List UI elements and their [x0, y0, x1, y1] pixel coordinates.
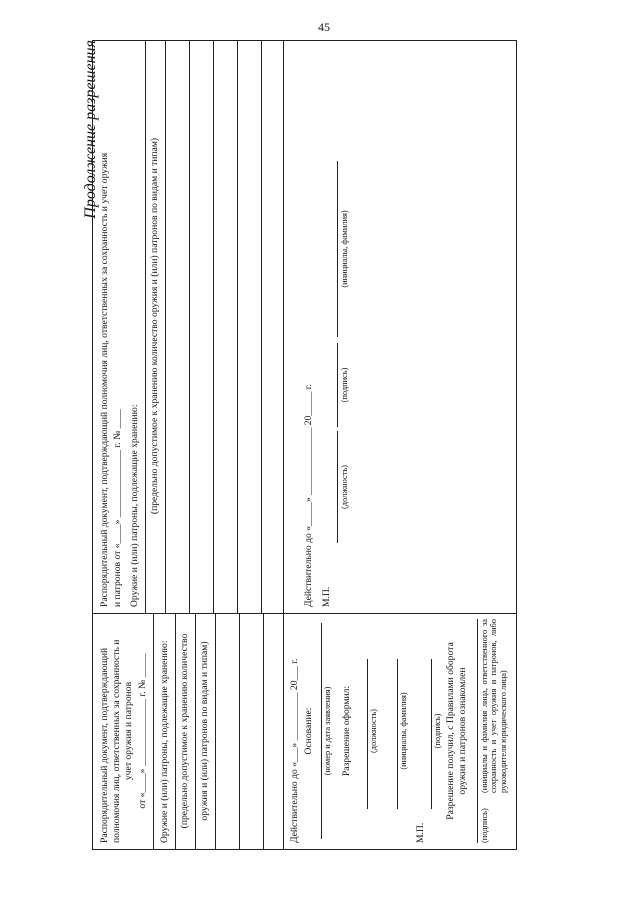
stub-received-line2: оружия и патронов ознакомлен: [457, 667, 468, 795]
stub-limit-line2: оружия и (или) патронов по видам и типам): [199, 641, 210, 821]
stub-initials-caption: (инициалы, фамилия): [399, 692, 408, 770]
main-blank-line: [213, 41, 214, 613]
rotated-form: [82, 40, 517, 850]
stub-signature-caption-left: (подпись): [480, 808, 489, 843]
stub-doc-line1: Распорядительный документ, подтверждающий: [99, 647, 110, 843]
stub-issued-by: Разрешение оформил:: [341, 685, 352, 777]
stub-initials-line: [397, 659, 398, 809]
main-blank-line: [237, 41, 238, 613]
stub-divider: [215, 613, 216, 849]
main-blank-line: [165, 41, 166, 613]
stub-blank-line: [239, 613, 240, 849]
stub-blank-line: [283, 613, 284, 849]
main-divider: [145, 41, 146, 613]
stub-app-number-caption: (номер и дата заявления): [323, 686, 332, 776]
main-position-caption: (должность): [340, 465, 349, 509]
stub-divider: [175, 613, 176, 849]
stub-divider: [153, 613, 154, 849]
main-signature-caption: (подпись): [340, 367, 349, 403]
stub-position-caption: (должность): [369, 709, 378, 753]
main-blank-line: [261, 41, 262, 613]
main-weapons-label: Оружие и (или) патроны, подлежащие хранению:: [129, 404, 140, 607]
stub-section: [93, 613, 516, 849]
stub-doc-line3: учет оружия и патронов: [123, 681, 134, 781]
stub-received-signature-line: [477, 619, 478, 843]
stub-doc-line2: полномочия лиц, ответственных за сохранность и: [111, 639, 122, 843]
stub-received-line1: Разрешение получил, с Правилами оборота: [445, 642, 456, 820]
stub-signature-caption: (подпись): [433, 713, 442, 749]
main-blank-line: [283, 41, 284, 613]
permit-form-frame: [92, 40, 517, 850]
main-signature-line: [337, 343, 338, 427]
main-initials-line: [337, 161, 338, 337]
main-section: [93, 41, 516, 613]
stub-basis-label: Основание:: [303, 707, 314, 755]
main-doc-line1: Распорядительный документ, подтверждающий полномочия лиц, ответственных за сохранность и учет оружия: [99, 152, 110, 607]
stub-position-line: [367, 659, 368, 809]
main-valid-until: Действительно до «_____» ______________ 20_____ г.: [303, 384, 314, 607]
stub-signature-line: [431, 659, 432, 809]
main-stamp-mark: М.П.: [321, 586, 332, 607]
stub-blank-line: [263, 613, 264, 849]
stub-divider: [195, 613, 196, 849]
stub-stamp-mark: М.П.: [415, 822, 426, 843]
stub-responsible-caption: (инициалы и фамилия лица, ответственного за сохранность и учет оружия и патронов, либо руководителя юридического лица): [480, 619, 508, 793]
stub-limit-line1: (предельно допустимое к хранению количество: [179, 633, 190, 829]
stub-weapons-label: Оружие и (или) патроны, подлежащие хранению:: [159, 640, 170, 843]
main-blank-line: [189, 41, 190, 613]
main-initials-caption: (инициалы, фамилия): [340, 210, 349, 288]
stub-basis-line: [321, 623, 322, 839]
main-position-line: [337, 431, 338, 543]
stub-doc-date-number: от «____» ______________ г. № _____: [137, 653, 148, 809]
page-number: 45: [318, 20, 330, 34]
stub-valid-until: Действительно до «___» __________ 20___ г.: [289, 658, 300, 843]
main-limit-caption: (предельно допустимое к хранению количество оружия и (или) патронов по видам и типам): [149, 137, 160, 515]
page-heading: Продолжение разрешения: [82, 40, 99, 219]
main-doc-line2: и патронов от «____» ______________ г. № ____: [112, 409, 123, 607]
